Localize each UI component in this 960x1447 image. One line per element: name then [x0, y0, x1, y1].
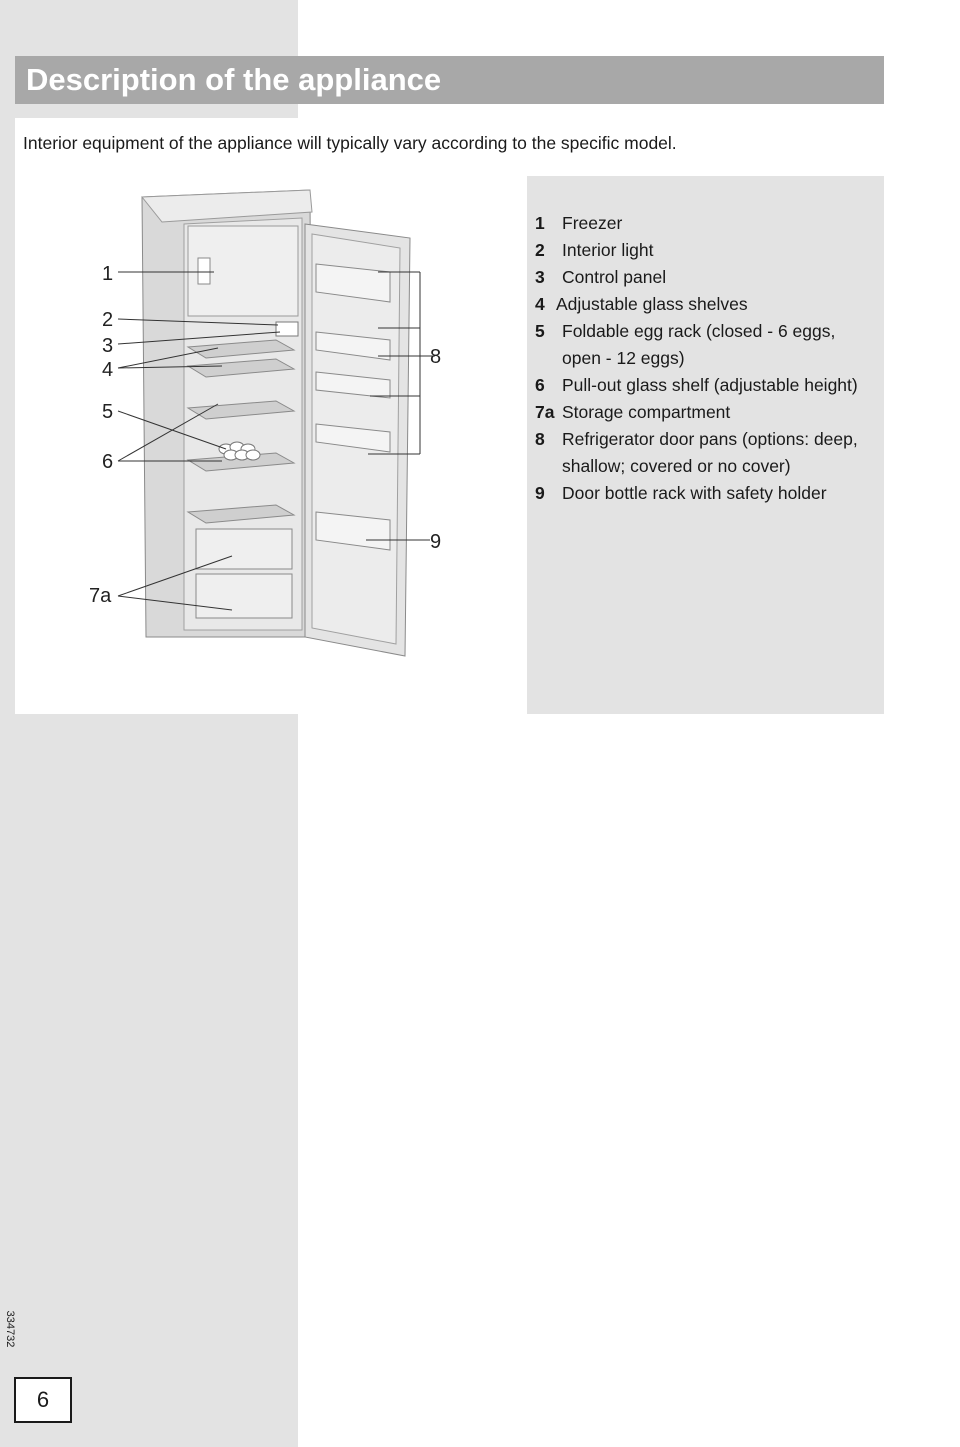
callout-8: 8 [430, 346, 442, 368]
storage-drawer [196, 574, 292, 618]
title-bar [15, 56, 884, 104]
legend-item [535, 291, 875, 318]
callout-2: 2 [102, 309, 114, 331]
document-code: 334732 [4, 1310, 16, 1348]
legend-item-number: 6 [535, 375, 545, 395]
callout-6: 6 [102, 451, 114, 473]
fridge-illustration [80, 182, 480, 672]
storage-drawer [196, 529, 292, 569]
legend-item-text: Refrigerator door pans (options: deep, shallow; covered or no cover) [562, 429, 858, 476]
legend-item-text: Storage compartment [562, 402, 731, 422]
callout-5: 5 [102, 401, 114, 423]
legend-item-number: 9 [535, 483, 545, 503]
callout-7a: 7a [89, 585, 112, 607]
legend-item-text: Foldable egg rack (closed - 6 eggs, open - 12 eggs) [562, 321, 836, 368]
legend-item-number: 3 [535, 267, 545, 287]
callout-1: 1 [102, 263, 114, 285]
legend-item-number: 7a [535, 402, 555, 422]
legend-item-text: Pull-out glass shelf (adjustable height) [562, 375, 858, 395]
legend-item [535, 372, 875, 399]
legend-item [535, 399, 875, 426]
legend-list [535, 210, 875, 507]
legend-item-number: 5 [535, 321, 545, 341]
legend-item [535, 210, 875, 237]
page-number: 6 [14, 1377, 72, 1423]
legend-box [527, 176, 884, 714]
legend-item [535, 480, 875, 507]
legend-item-text: Interior light [562, 240, 654, 260]
legend-item [535, 318, 875, 372]
legend-item-number: 2 [535, 240, 545, 260]
freezer-handle [198, 258, 210, 284]
callout-3: 3 [102, 335, 114, 357]
legend-item [535, 237, 875, 264]
legend-item-number: 1 [535, 213, 545, 233]
legend-item [535, 264, 875, 291]
callout-4: 4 [102, 359, 114, 381]
legend-item-number: 8 [535, 429, 545, 449]
page-title: Description of the appliance [26, 62, 442, 97]
legend-item-text: Door bottle rack with safety holder [562, 483, 827, 503]
legend-item [535, 426, 875, 480]
intro-text: Interior equipment of the appliance will typically vary according to the specific model. [23, 133, 677, 153]
appliance-diagram [80, 182, 480, 672]
legend-item-text: Control panel [562, 267, 667, 287]
callout-9: 9 [430, 531, 442, 553]
light-housing [276, 322, 298, 336]
legend-item-text: Adjustable glass shelves [556, 294, 748, 314]
legend-item-text: Freezer [562, 213, 623, 233]
legend-item-number: 4 [535, 294, 545, 314]
